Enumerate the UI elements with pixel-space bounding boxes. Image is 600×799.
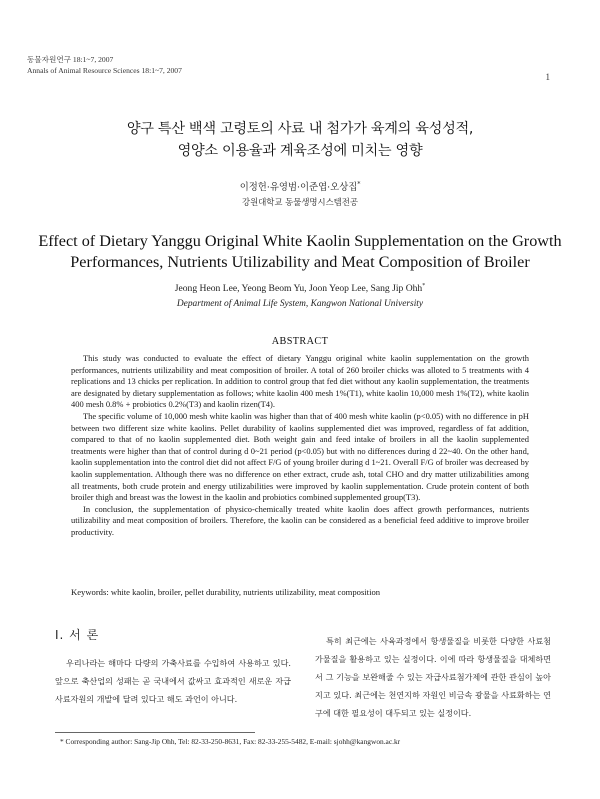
corresponding-author-footnote: * Corresponding author: Sang-Jip Ohh, Tel: 82-33-250-8631, Fax: 82-33-255-5482, E-mail: sjohh@kangwon.ac.kr	[60, 737, 401, 746]
introduction-paragraph-right: 특히 최근에는 사육과정에서 항생물질을 비롯한 다양한 사료첨가물질을 활용하고 있는 실정이다. 이에 따라 항생물질을 대체하면서 그 기능을 보완해줄 수 있는 자급사료첨가제에 관한 관심이 높아지고 있다. 최근에는 천연지하 자원인 비금속 광물을 사료화하는 연구에 대한 필요성이 대두되고 있는 실정이다.	[315, 636, 551, 718]
korean-affiliation: 강원대학교 동물생명시스템전공	[242, 197, 358, 207]
english-author-list: Jeong Heon Lee, Yeong Beom Yu, Joon Yeop Lee, Sang Jip Ohh	[174, 283, 423, 295]
introduction-paragraph-left: 우리나라는 해마다 다량의 가축사료를 수입하여 사용하고 있다. 앞으로 축산업의 성패는 곧 국내에서 값싸고 효과적인 새로운 자급사료자원의 개발에 달려 있다고 해도 과언이 아니다.	[55, 658, 291, 704]
journal-citation-english: Annals of Animal Resource Sciences 18:1~7, 2007	[27, 66, 182, 75]
abstract-paragraph-2: The specific volume of 10,000 mesh white kaolin was higher than that of 400 mesh white kaolin (p<0.05) with no difference in pH between two different size white kaolins. Pellet durability of kaolins supplemented diet was improved, regardless of fat addition, compared to that of no kaolin supplemented diet. Both weight gain and feed intake of broilers in all the kaolin supplemented treatments were higher than that of control during d 0~21 period (p<0.05) but with no differences during d 22~40. On the other hand, kaolin supplementation into the control diet did not affect F/G of young broiler during d 1~21. Overall F/G of broiler was decreased by kaolin supplementation. Although there was no difference on ether extract, crude ash, total CHO and dry matter utilizabilities among all treatments, both crude protein and energy utilizabilities were improved by kaolin supplementation. Crude protein content of both broiler thigh and breast was the lowest in the kaolin and probiotics combined supplemented group(T3).	[71, 410, 529, 503]
korean-author-list: 이정헌·유영범·이준엽·오상집	[239, 182, 358, 193]
footnote-divider	[55, 732, 255, 733]
abstract-heading: ABSTRACT	[271, 336, 329, 347]
introduction-heading: Ⅰ. 서 론	[55, 628, 100, 642]
korean-title-line-2: 영양소 이용율과 계육조성에 미치는 영향	[177, 143, 423, 159]
english-title-line-2: Performances, Nutrients Utilizability and Meat Composition of Broiler	[70, 253, 530, 271]
journal-citation-korean: 동물자원연구 18:1~7, 2007	[27, 55, 114, 64]
korean-authors	[0, 179, 600, 193]
english-corresponding-author-mark: *	[422, 283, 426, 289]
introduction-right-column	[315, 632, 551, 722]
korean-title-line-1: 양구 특산 백색 고령토의 사료 내 첨가가 육계의 육성성적,	[126, 121, 474, 137]
running-header	[27, 54, 182, 76]
corresponding-author-mark: *	[357, 180, 361, 188]
introduction-left-column	[55, 626, 291, 708]
korean-title	[0, 118, 600, 162]
english-title-line-1: Effect of Dietary Yanggu Original White Kaolin Supplementation on the Growth	[38, 232, 562, 250]
english-authors	[0, 283, 600, 294]
abstract-paragraph-3: In conclusion, the supplementation of physico-chemically treated white kaolin does affect growth performances, nutrients utilizability and meat composition of broilers. Therefore, the kaolin can be considered as a beneficial feed additive to improve broiler productivity.	[71, 503, 529, 537]
abstract-body	[71, 353, 529, 539]
abstract-paragraph-1: This study was conducted to evaluate the effect of dietary Yanggu original white kaolin supplementation on the growth performances, nutrients utilizability and meat composition of broiler. A total of 260 broiler chicks was alloted to 5 treatments with 4 replications and 13 chicks per replication. In addition to control group that fed diet without any kaolin supplementation, the treatments are designated by dietary supplementation as follows; white kaolin 400 mesh 1%(T1), white kaolin 10,000 mesh 1%(T2), white kaolin 400 mesh 0.8% + probiotics 0.2%(T3) and kaolin rizen(T4).	[71, 353, 529, 410]
english-title	[0, 231, 600, 273]
page-number: 1	[545, 72, 550, 82]
keywords: Keywords: white kaolin, broiler, pellet durability, nutrients utilizability, meat composition	[71, 587, 381, 597]
english-affiliation: Department of Animal Life System, Kangwon National University	[176, 299, 424, 309]
